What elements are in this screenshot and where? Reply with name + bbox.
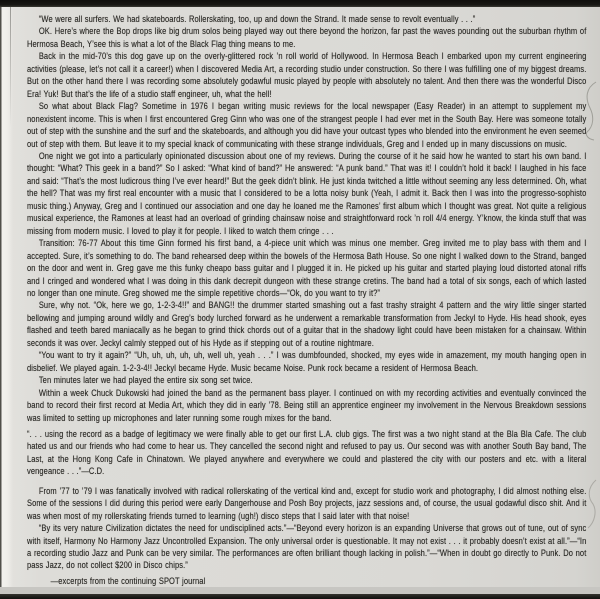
scan-bottom-black-band bbox=[0, 594, 600, 599]
scan-bottom-gray-strip bbox=[0, 587, 600, 594]
paragraph: “You want to try it again?” “Uh, uh, uh, uh, uh, well uh, yeah . . .” I was dumbfounded, shocked, my eyes wide in amazement, my mouth hanging open in disbelief. We played again. 1-2-3-4!! Jeckyl became Hyde. Music became Noise. Punk rock became a resident of Hermosa Beach. bbox=[27, 350, 587, 373]
paragraph: Ten minutes later we had played the entire six song set twice. bbox=[38, 375, 253, 386]
paragraph: Back in the mid-70’s this dog gave up on the overly-glittered rock ’n roll world of Hollywood. In Hermosa Beach I embarked upon my current engineering activities (please, let’s not call it a career!) when I discovered Media Art, a recording studio under construction. So there I was fulfilling one of my biggest dreams. But on the other hand there I was recording some absolutely godawful music played by people with absolutely no talent. And then there was the wonderful Disco Era! Yuk! But that’s the life of a studio staff engineer, uh, what the hell! bbox=[27, 51, 587, 99]
paragraph: OK. Here’s where the Bop drops like big drum solos being played way out there beyond the horizon, far past the waves pounding out the suburban rhythm of Hermosa Beach, Y’see this is what a lot of the Black Flag thing means to me. bbox=[27, 26, 587, 49]
quote-paragraph: “By its very nature Civilization dictates the need for undisciplined acts.”—“Beyond every horizon is an expanding Universe that grows out of tune, out of sync with itself, Harmony No Harmony Jazz Uncontrolled Expansion. The only universal order is questionable. It may not exist . . . it probably doesn’t exist at all.”—“In a recording studio Jazz and Punk can be very similar. The performances are often brilliant though lacking in polish.”—“When in doubt go directly to Punk. Do not pass Jazz, do not collect $200 in Disco chips.” bbox=[27, 523, 587, 571]
paragraph: From ’77 to ’79 I was fanatically involved with radical rollerskating of the vertical kind and, except for studio work and photography, I did almost nothing else. Some of the sessions I did during this period were early Dangerhouse and Posh Boy projects, jazz sessions and, of course, the usual godawful disco shit. And it was when most of my rollerskating friends turned to learning (ugh!) disco steps that I said later with that noise! bbox=[27, 485, 587, 521]
scan-top-black-band bbox=[0, 0, 600, 7]
paragraph: One night we got into a particularly opinionated discussion about one of my reviews. During the course of it he said how he wanted to start his own band. I thought: “What? This geek in a band?” So I asked: “What kind of band?” He answered: “A punk band.” That was it! I couldn’t hold it back! I laughed in his face and said: “That’s the most ludicrous thing I’ve ever heard!” But the geek didn’t blink. He just kinda twitched a little without seeming any less determined. Oh, what the hell? That was my first real encounter with a music that I considered to be a lotta noisy bunk (Yeah, I admit it. Back then I was into the progresso-sophisto music thing.) Anyway, Greg and I continued our association and one day he loaned me the Ramones’ first album which I thought was great. Not quite a religious musical experience, the Ramones at least had an overload of grinding chainsaw noise and straightforward rock ’n roll 4/4 energy. Y’know, the kinda stuff that was missing from modern music. I loved to play it for people. I liked to watch them cringe . . . bbox=[27, 150, 587, 236]
paragraph: Sure, why not. “Ok, here we go, 1-2-3-4!!” and BANG!! the drummer started smashing out a fast trashy straight 4 pattern and the wiry little singer started bellowing and jumping around wildly and Greg’s body lurched forward as he underwent a remarkable transformation from Jeckyl to Hyde. His head shook, eyes flashed and teeth bared maniacally as he began to grind thick chords out of a guitar that in the shadowy light could have been mistaken for a chainsaw. Within seconds it was over. Jeckyl calmly stepped out of his Hyde as if stepping out of a routine nightmare. bbox=[27, 300, 587, 348]
scan-hair-artifact bbox=[584, 478, 600, 530]
paragraph: Transition: 76-77 About this time Ginn formed his first band, a 4-piece unit which was minus one member. Greg invited me to play bass with them and I accepted. Sure, it’s something to do. The band rehearsed deep within the bowels of the Hermosa Bath House. So one night I walked down to the Strand, banged on the door and went in. Greg gave me this funky cheapo bass guitar and I plugged it in. He picked up his guitar and started playing loud distorted atonal riffs and I cringed and wondered what I was doing in this dank decrepit dungeon with these strange cretins. The band had a total of six songs, each of which lasted no longer than one minute. Greg showed me the simple repetitive chords—“Ok, do you want to try it?” bbox=[27, 238, 587, 298]
paragraph: “We were all surfers. We had skateboards. Rollerskating, too, up and down the Strand. It made sense to revolt eventually . . .” bbox=[38, 14, 476, 24]
quote-paragraph: “. . . using the record as a badge of legitimacy we were finally able to get our first L.A. club gigs. The first was a two night stand at the Bla Bla Cafe. The club hated us and our friends who had come to hear us. They cancelled the second night and refused to pay us. Our second was with another South Bay band, The Last, at the Hong Kong Cafe in Chinatown. We played anywhere and everywhere we could and plastered the city with our posters and etc. with a literal vengeance . . .”—C.D. bbox=[27, 428, 587, 477]
paragraph: Within a week Chuck Dukowski had joined the band as the permanent bass player. I continued on with my recording activities and eventually convinced the band to record their first record at Media Art, which they did in early ’78. Being still an apprentice engineer my involvement in the Nervous Breakdown sessions was limited to setting up microphones and later running some rough mixes for the band. bbox=[27, 387, 587, 423]
paragraph: So what about Black Flag? Sometime in 1976 I began writing music reviews for the local newspaper (Easy Reader) in an attempt to supplement my nonexistent income. This is when I first encountered Greg Ginn who was one of the strangest people I had ever met in the South Bay. Here was someone totally out of step with the sunshine and the surf and the skateboards, and although you did have your outcast types who blended into the environment he even seemed out of step with them. But leave it to my special knack of communicating with these strange individuals, Greg and I ended up in many discussions on music. bbox=[27, 101, 587, 149]
body-text bbox=[27, 13, 586, 587]
page-left-crease bbox=[10, 7, 11, 127]
attribution-line: —excerpts from the continuing SPOT journal bbox=[50, 575, 206, 586]
page-left-edge bbox=[0, 7, 13, 594]
